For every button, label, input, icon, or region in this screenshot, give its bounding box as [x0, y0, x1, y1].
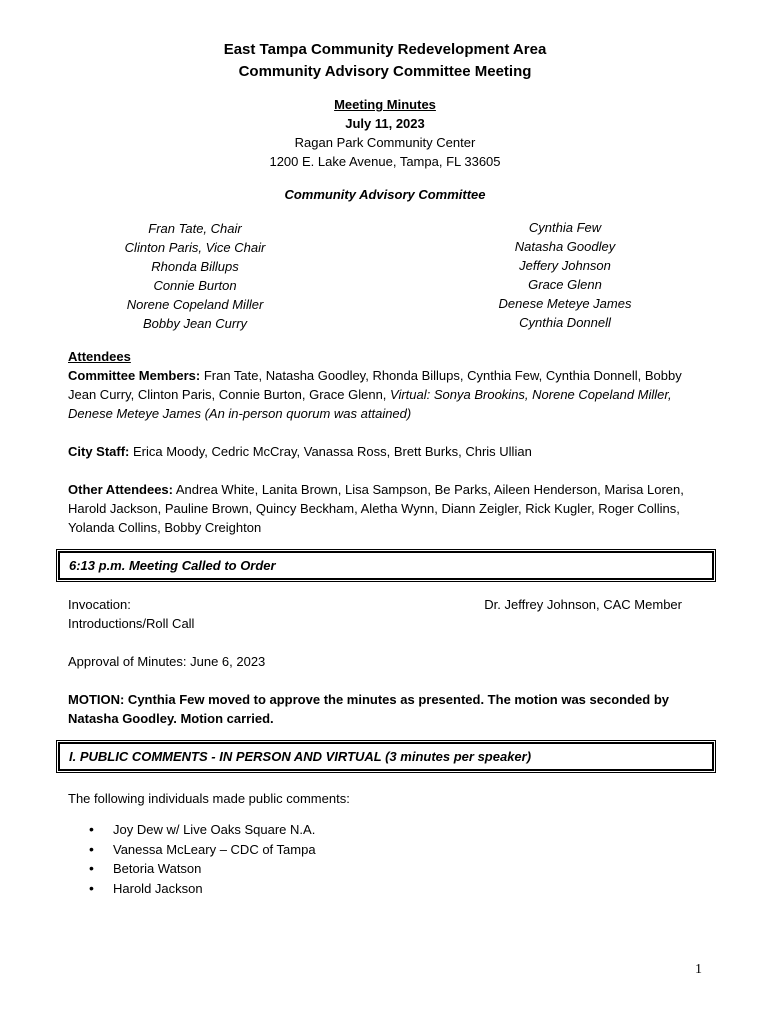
meeting-date: July 11, 2023: [345, 116, 425, 131]
attendees-heading: Attendees: [68, 349, 131, 364]
page-number: 1: [695, 962, 702, 977]
city-staff-text: Erica Moody, Cedric McCray, Vanassa Ross, Brett Burks, Chris Ullian: [133, 444, 532, 459]
meeting-address: 1200 E. Lake Avenue, Tampa, FL 33605: [269, 154, 501, 169]
member-name: Fran Tate, Chair: [148, 221, 242, 236]
list-item: • Joy Dew w/ Live Oaks Square N.A.: [68, 820, 316, 840]
member-name: Rhonda Billups: [151, 259, 239, 274]
member-name: Norene Copeland Miller: [126, 297, 264, 312]
public-comments-intro: The following individuals made public comments:: [68, 791, 350, 806]
city-staff-label: City Staff:: [68, 444, 130, 459]
committee-members-right: [415, 218, 715, 332]
meeting-venue: Ragan Park Community Center: [294, 135, 476, 150]
list-item: • Betoria Watson: [68, 859, 316, 879]
document-title: [0, 39, 770, 83]
list-item: • Vanessa McLeary – CDC of Tampa: [68, 840, 316, 860]
invocation-by: Dr. Jeffrey Johnson, CAC Member: [484, 597, 682, 612]
committee-label: Community Advisory Committee: [284, 187, 486, 202]
approval-of-minutes: Approval of Minutes: June 6, 2023: [68, 654, 266, 669]
committee-members-paragraph: [68, 366, 708, 423]
member-name: Natasha Goodley: [514, 239, 616, 254]
list-item: • Harold Jackson: [68, 879, 316, 899]
member-name: Jeffery Johnson: [519, 258, 611, 273]
introductions-row: Introductions/Roll Call: [68, 616, 195, 631]
meeting-info: [0, 95, 770, 171]
speakers-list: [68, 820, 316, 898]
invocation-row: [68, 595, 682, 614]
attendees-section: [68, 347, 708, 423]
committee-members-left: [45, 219, 345, 333]
invocation-label: Invocation:: [68, 597, 131, 612]
committee-members-label: Committee Members:: [68, 368, 201, 383]
member-name: Bobby Jean Curry: [142, 316, 248, 331]
member-name: Cynthia Few: [528, 220, 602, 235]
member-name: Connie Burton: [153, 278, 237, 293]
member-name: Denese Meteye James: [498, 296, 632, 311]
section-heading-text: I. PUBLIC COMMENTS - IN PERSON AND VIRTUAL (3 minutes per speaker): [69, 749, 532, 764]
member-name: Clinton Paris, Vice Chair: [124, 240, 266, 255]
committee-members-text: Fran Tate, Natasha Goodley, Rhonda Billups, Cynthia Few, Cynthia Donnell, Bobby Jean Curry, Clinton Paris, Connie Burton, Grace Glenn,: [68, 368, 682, 402]
member-name: Cynthia Donnell: [519, 315, 611, 330]
other-attendees-paragraph: [68, 480, 708, 537]
minutes-label: Meeting Minutes: [334, 97, 436, 112]
section-heading-text: 6:13 p.m. Meeting Called to Order: [69, 558, 276, 573]
title-line-1: East Tampa Community Redevelopment Area: [223, 41, 547, 58]
member-name: Grace Glenn: [528, 277, 602, 292]
motion-text: MOTION: Cynthia Few moved to approve the minutes as presented. The motion was seconded by Natasha Goodley. Motion carried.: [68, 692, 669, 726]
section-heading-public-comments: [56, 740, 716, 773]
other-attendees-label: Other Attendees:: [68, 482, 173, 497]
section-heading-call-to-order: [56, 549, 716, 582]
city-staff-paragraph: [68, 442, 708, 461]
other-attendees-text: Andrea White, Lanita Brown, Lisa Sampson, Be Parks, Aileen Henderson, Marisa Loren, Harold Jackson, Pauline Brown, Quincy Beckham, Aletha Wynn, Diann Zeigler, Rick Kugler, Roger Collins, Yolanda Collins, Bobby Creighton: [68, 482, 684, 535]
committee-members-virtual: Virtual: Sonya Brookins, Norene Copeland Miller, Denese Meteye James (An in-person quorum was attained): [68, 387, 672, 421]
title-line-2: Community Advisory Committee Meeting: [238, 63, 532, 80]
